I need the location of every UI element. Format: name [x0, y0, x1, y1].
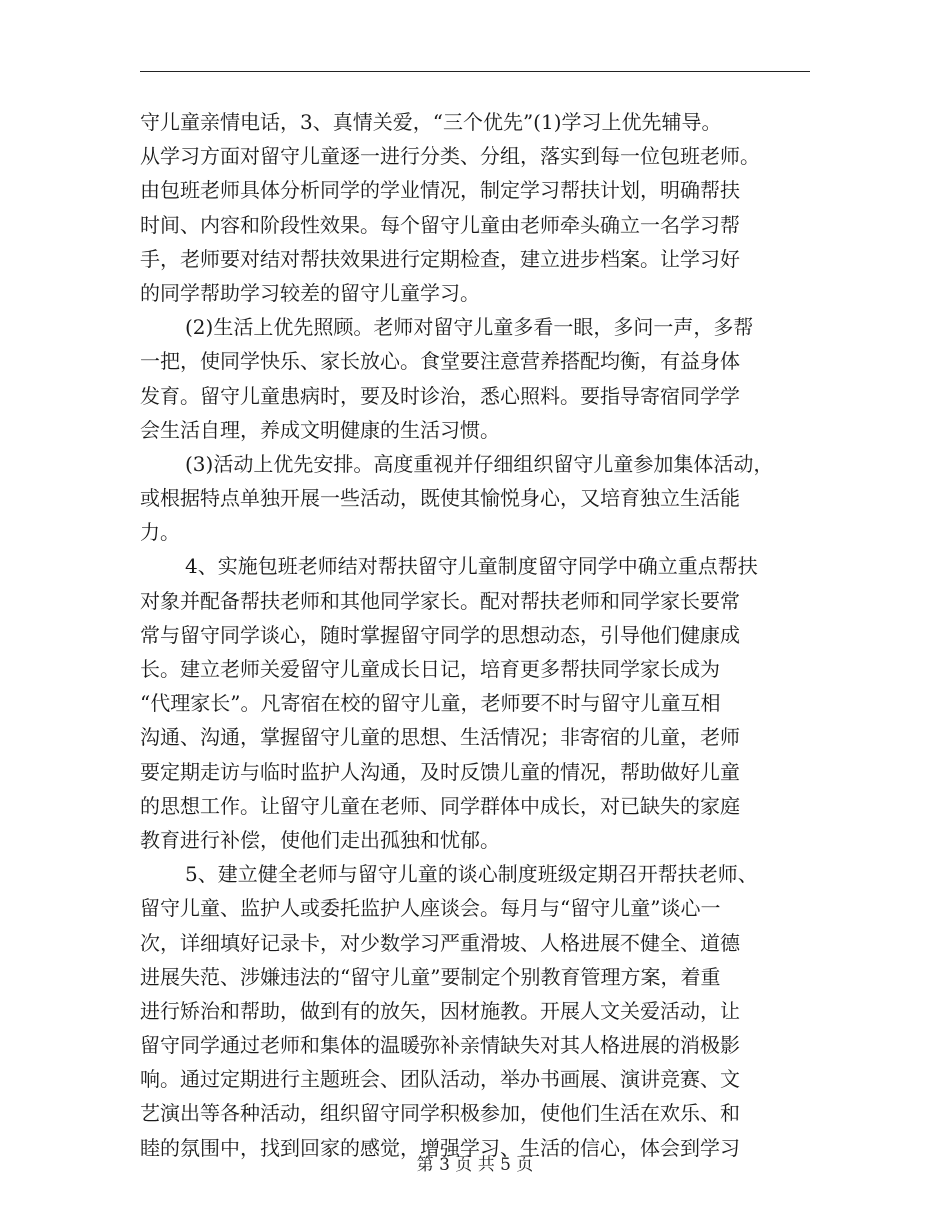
text-line: 发育。留守儿童患病时，要及时诊治，悉心照料。要指导寄宿同学学	[140, 383, 740, 408]
document-body	[140, 105, 820, 1165]
text-line: 进展失范、涉嫌违法的“留守儿童”要制定个别教育管理方案，着重	[140, 964, 721, 989]
text-line: “代理家长”。凡寄宿在校的留守儿童，老师要不时与留守儿童互相	[140, 691, 721, 716]
text-line: 的同学帮助学习较差的留守儿童学习。	[140, 280, 480, 305]
text-line: 的思想工作。让留守儿童在老师、同学群体中成长，对已缺失的家庭	[140, 793, 740, 818]
text-line: 一把，使同学快乐、家长放心。食堂要注意营养搭配均衡，有益身体	[140, 349, 740, 374]
text-line: 常与留守同学谈心，随时掌握留守同学的思想动态，引导他们健康成	[140, 622, 740, 647]
text-line: 对象并配备帮扶老师和其他同学家长。配对帮扶老师和同学家长要常	[140, 588, 740, 613]
page-number-footer: 第 3 页 共 5 页	[416, 1155, 534, 1175]
text-line: 艺演出等各种活动，组织留守同学积极参加，使他们生活在欢乐、和	[140, 1101, 740, 1126]
text-line: 4、实施包班老师结对帮扶留守儿童制度留守同学中确立重点帮扶	[185, 554, 758, 579]
text-line: 5、建立健全老师与留守儿童的谈心制度班级定期召开帮扶老师、	[185, 862, 758, 887]
text-line: 次，详细填好记录卡，对少数学习严重滑坡、人格进展不健全、道德	[140, 930, 740, 955]
text-line: 教育进行补偿，使他们走出孤独和忧郁。	[140, 827, 500, 852]
text-line: 留守同学通过老师和集体的温暖弥补亲情缺失对其人格进展的消极影	[140, 1033, 740, 1058]
header-rule	[140, 71, 810, 72]
text-line: 由包班老师具体分析同学的学业情况，制定学习帮扶计划，明确帮扶	[140, 178, 740, 203]
text-line: 守儿童亲情电话，3、真情关爱，“三个优先”(1)学习上优先辅导。	[140, 110, 722, 134]
text-line: 时间、内容和阶段性效果。每个留守儿童由老师牵头确立一名学习帮	[140, 212, 740, 237]
text-line: 从学习方面对留守儿童逐一进行分类、分组，落实到每一位包班老师。	[140, 144, 760, 169]
text-line: 会生活自理，养成文明健康的生活习惯。	[140, 417, 500, 442]
text-line: 睦的氛围中，找到回家的感觉，增强学习、生活的信心，体会到学习	[140, 1135, 740, 1160]
text-line: 留守儿童、监护人或委托监护人座谈会。每月与“留守儿童”谈心一	[140, 896, 721, 921]
text-line: 进行矫治和帮助，做到有的放矢，因材施教。开展人文关爱活动，让	[140, 998, 740, 1023]
text-line: 力。	[140, 520, 180, 545]
text-line: (3)活动上优先安排。高度重视并仔细组织留守儿童参加集体活动，	[185, 451, 774, 476]
text-line: 沟通、沟通，掌握留守儿童的思想、生活情况；非寄宿的儿童，老师	[140, 725, 740, 750]
text-line: 要定期走访与临时监护人沟通，及时反馈儿童的情况，帮助做好儿童	[140, 759, 740, 784]
text-line: 手，老师要对结对帮扶效果进行定期检查，建立进步档案。让学习好	[140, 246, 740, 271]
text-line: (2)生活上优先照顾。老师对留守儿童多看一眼，多问一声，多帮	[185, 315, 754, 340]
text-line: 响。通过定期进行主题班会、团队活动，举办书画展、演讲竞赛、文	[140, 1067, 740, 1092]
text-line: 或根据特点单独开展一些活动，既使其愉悦身心，又培育独立生活能	[140, 486, 740, 511]
text-line: 长。建立老师关爱留守儿童成长日记，培育更多帮扶同学家长成为	[140, 657, 720, 681]
